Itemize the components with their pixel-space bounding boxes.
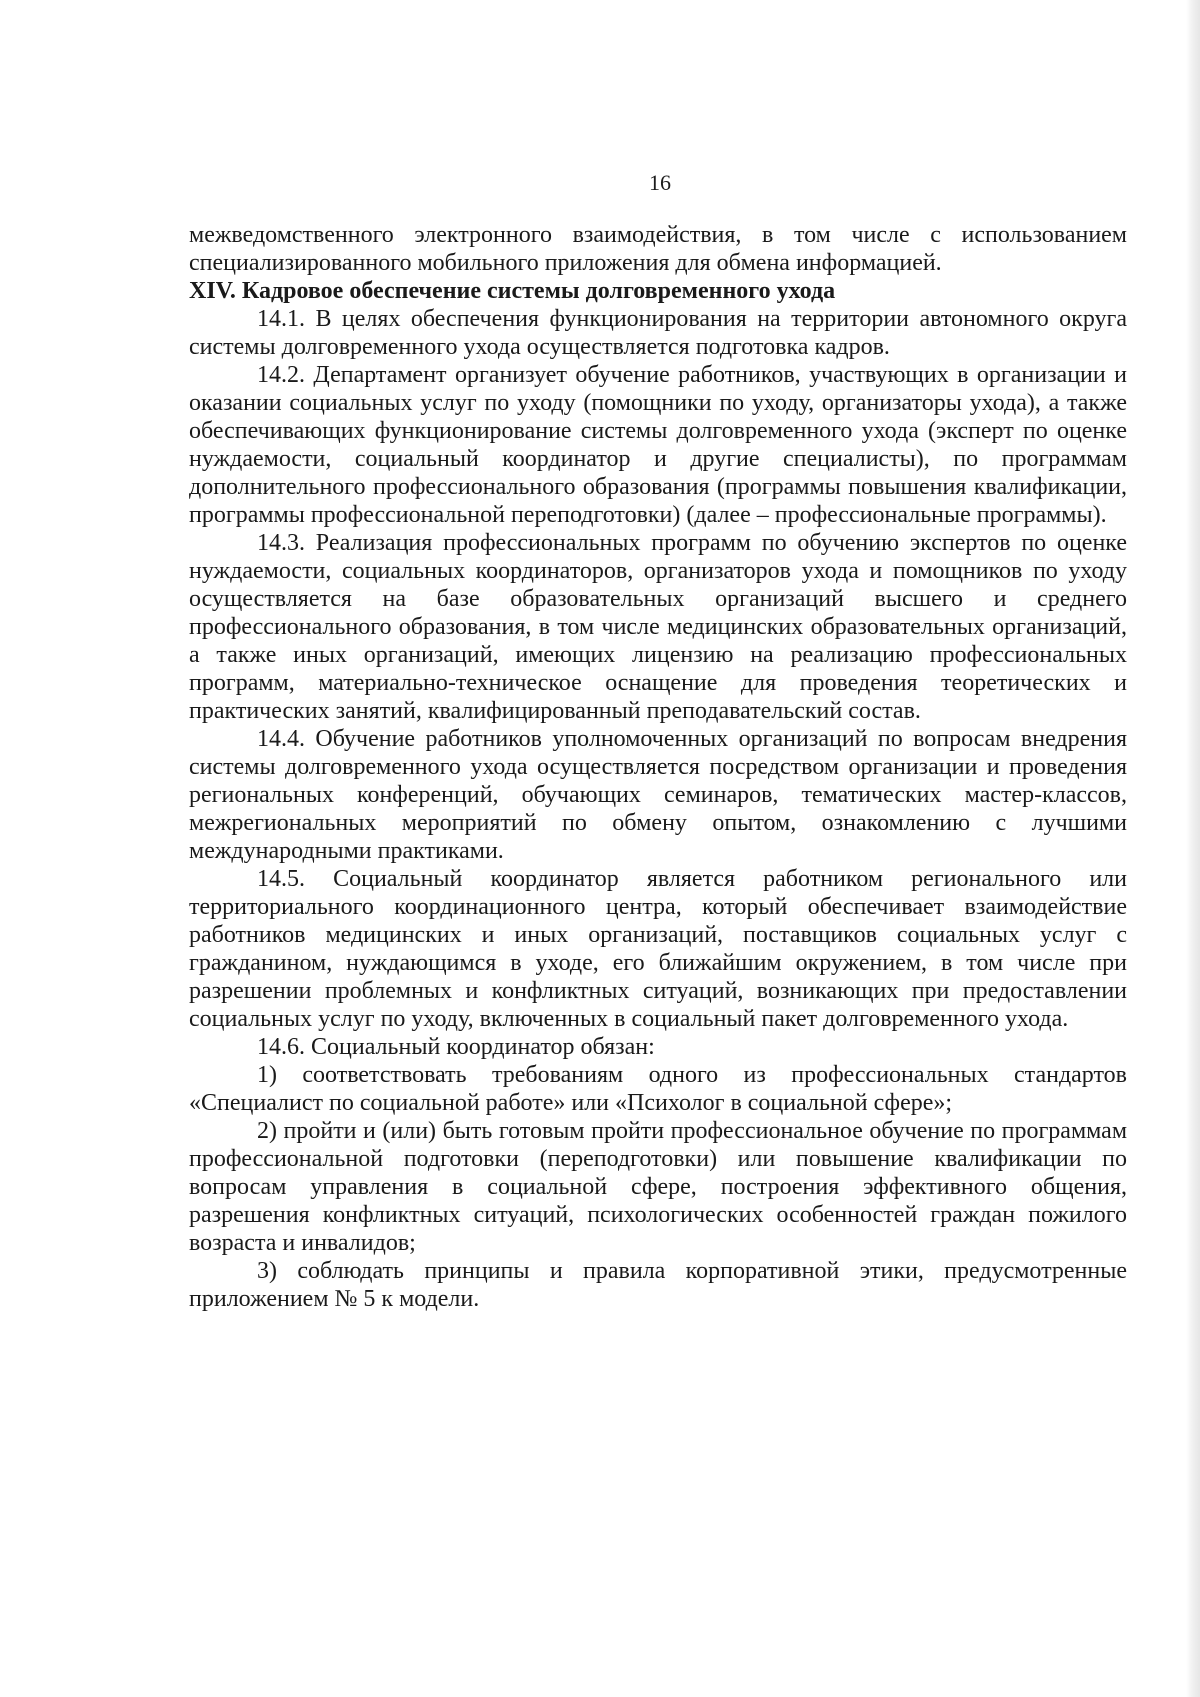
paragraph-14-6: 14.6. Социальный координатор обязан:	[257, 1034, 655, 1060]
document-body	[189, 221, 1127, 1313]
lead-paragraph: межведомственного электронного взаимодействия, в том числе с использованием специализированного мобильного приложения для обмена информацией.	[189, 222, 1127, 276]
paragraph-14-2: 14.2. Департамент организует обучение работников, участвующих в организации и оказании социальных услуг по уходу (помощники по уходу, организаторы ухода), а также обеспечивающих функционирование системы долговременного ухода (эксперт по оценке нуждаемости, социальный координатор и другие специалисты), по программам дополнительного профессионального образования (программы повышения квалификации, программы профессиональной переподготовки) (далее – профессиональные программы).	[189, 362, 1127, 528]
paragraph-14-4: 14.4. Обучение работников уполномоченных организаций по вопросам внедрения системы долговременного ухода осуществляется посредством организации и проведения региональных конференций, обучающих семинаров, тематических мастер-классов, межрегиональных мероприятий по обмену опытом, ознакомлению с лучшими международными практиками.	[189, 726, 1127, 864]
list-item-3: 3) соблюдать принципы и правила корпоративной этики, предусмотренные приложением № 5 к модели.	[189, 1258, 1127, 1312]
list-item-2: 2) пройти и (или) быть готовым пройти профессиональное обучение по программам профессиональной подготовки (переподготовки) или повышение квалификации по вопросам управления в социальной сфере, построения эффективного общения, разрешения конфликтных ситуаций, психологических особенностей граждан пожилого возраста и инвалидов;	[189, 1118, 1127, 1256]
scan-edge-shadow	[1186, 0, 1200, 1697]
list-item-1: 1) соответствовать требованиям одного из профессиональных стандартов «Специалист по социальной работе» или «Психолог в социальной сфере»;	[189, 1062, 1127, 1116]
paragraph-14-5: 14.5. Социальный координатор является работником регионального или территориального координационного центра, который обеспечивает взаимодействие работников медицинских и иных организаций, поставщиков социальных услуг с гражданином, нуждающимся в уходе, его ближайшим окружением, в том числе при разрешении проблемных и конфликтных ситуаций, возникающих при предоставлении социальных услуг по уходу, включенных в социальный пакет долговременного ухода.	[189, 866, 1127, 1032]
section-heading: XIV. Кадровое обеспечение системы долговременного ухода	[189, 278, 836, 304]
paragraph-14-1: 14.1. В целях обеспечения функционирования на территории автономного округа системы долговременного ухода осуществляется подготовка кадров.	[189, 306, 1127, 360]
page-number: 16	[649, 170, 671, 195]
paragraph-14-3: 14.3. Реализация профессиональных программ по обучению экспертов по оценке нуждаемости, социальных координаторов, организаторов ухода и помощников по уходу осуществляется на базе образовательных организаций высшего и среднего профессионального образования, в том числе медицинских образовательных организаций, а также иных организаций, имеющих лицензию на реализацию профессиональных программ, материально-техническое оснащение для проведения теоретических и практических занятий, квалифицированный преподавательский состав.	[189, 530, 1127, 724]
